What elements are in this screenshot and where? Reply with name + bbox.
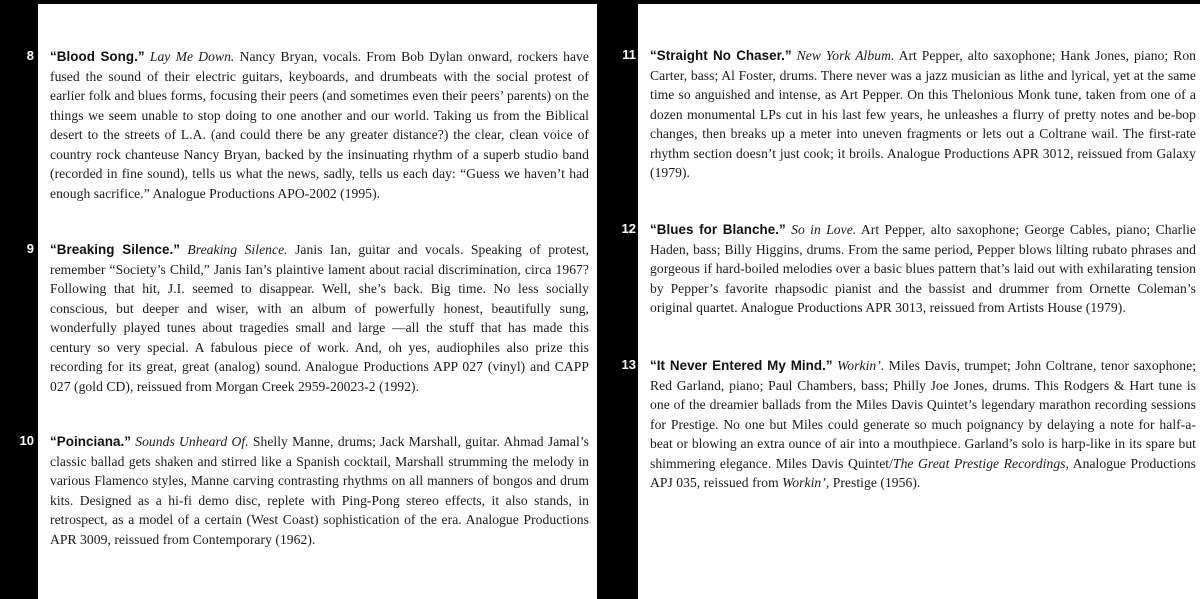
track-text: Shelly Manne, drums; Jack Marshall, guitar. Ahmad Jamal’s classic ballad gets shaken and stirred like a Spanish cocktail, Marshall strumming the melody in various Flamenco styles, Manne carving contrasting rhythms on all manners of bongos and drum kits. Designed as a hi-fi demo disc, replete with Ping-Pong stereo effects, it also stands, in retrospect, as a model of a certain (West Coast) sophistication of the era. Analogue Productions APR 3009, reissued from Contemporary (1962). (50, 434, 589, 547)
track-description (50, 240, 589, 396)
track-text: Analogue Productions APJ 035, reissued from (650, 455, 1196, 490)
album-title: Workin’. (837, 358, 885, 373)
album-title: Workin’ (782, 475, 826, 490)
arrow-marker-icon (42, 436, 49, 448)
track-text: Janis Ian, guitar and vocals. Speaking of protest, remember “Society’s Child,” Janis Ian’s plaintive lament about racial discrimination, circa 1967? Following that hit, J.I. seemed to disappear. Well, she’s back. Big time. No less socially conscious, but deeper and wiser, with an album of powerfully honest, beautifully sung, wonderfully played tunes about tragedies small and large —all the stuff that has made this century so very special. A fabulous piece of work. And, oh yes, audiophiles also prize this recording for its great, great (analog) sound. Analogue Productions APP 027 (vinyl) and CAPP 027 (gold CD), reissued from Morgan Creek 2959-20023-2 (1992). (50, 242, 589, 394)
track-description (650, 220, 1196, 318)
track-number: 12 (621, 221, 636, 236)
track-number: 9 (26, 241, 34, 256)
arrow-marker-icon (42, 51, 49, 63)
track-title: “Breaking Silence.” (50, 242, 180, 257)
track-description (50, 47, 589, 203)
track-description (650, 46, 1196, 183)
track-number: 10 (19, 433, 34, 448)
album-title: So in Love. (791, 222, 857, 237)
album-title: New York Album. (796, 48, 895, 63)
track-title: “Poinciana.” (50, 434, 131, 449)
track-title: “Blues for Blanche.” (650, 222, 786, 237)
track-title: “Blood Song.” (50, 49, 145, 64)
track-title: “It Never Entered My Mind.” (650, 358, 833, 373)
track-text: Miles Davis, trumpet; John Coltrane, tenor saxophone; Red Garland, piano; Paul Chambers, bass; Philly Joe Jones, drums. This Rodgers & Hart tune is one of the dreamier ballads from the Miles Davis Quintet’s legendary marathon recording sessions for Prestige. No one but Miles could generate so much poignancy by delaying a note for half-a-beat or blowing an extra ounce of air into a mouthpiece. Garland’s solo is harp-like in its spare but shimmering elegance. Miles Davis Quintet/ (650, 358, 1197, 471)
track-10 (19, 432, 589, 549)
track-description (50, 432, 589, 549)
track-number: 11 (622, 47, 636, 62)
track-number: 8 (26, 48, 34, 63)
track-text: , Prestige (1956). (825, 475, 921, 490)
track-text: Nancy Bryan, vocals. From Bob Dylan onward, rockers have fused the sound of their electric guitars, keyboards, and drumbeats with the social protest of earlier folk and blues forms, focusing their peers (and sometimes even their peers’ parents) on the things we seem unable to stop doing to one another and our world. Taking us from the Biblical desert to the streets of L.A. (and could there be any greater distance?) the clear, clean voice of country rock chanteuse Nancy Bryan, backed by the insinuating rhythm of a superb studio band (recorded in fine sound), tells us what the news, sadly, tells us each day: “Guess we haven’t had enough sacrifice.” Analogue Productions APO-2002 (1995). (50, 49, 589, 201)
track-title: “Straight No Chaser.” (650, 48, 792, 63)
arrow-marker-icon (642, 360, 649, 372)
track-12 (621, 220, 1196, 318)
arrow-marker-icon (42, 244, 49, 256)
right-page (621, 4, 1200, 599)
left-page (19, 4, 597, 599)
track-number: 13 (621, 357, 636, 372)
track-9 (26, 240, 589, 396)
track-text: Art Pepper, alto saxophone; Hank Jones, piano; Ron Carter, bass; Al Foster, drums. There never was a jazz musician as lithe and lyrical, yet at the same time so anguished and intense, as Art Pepper. On this Thelonious Monk tune, taken from one of a dozen monumental LPs cut in his last few years, he unleashes a flurry of pretty notes and be-bop changes, then breaks up a meter into uneven fragments or lets out a Coltrane wail. The first-rate rhythm section doesn’t just cook; it broils. Analogue Productions APR 3012, reissued from Galaxy (1979). (650, 48, 1197, 180)
album-title: Lay Me Down. (149, 49, 235, 64)
track-11 (622, 46, 1197, 183)
arrow-marker-icon (642, 224, 649, 236)
album-title: The Great Prestige Recordings, (892, 455, 1069, 471)
track-13 (621, 356, 1197, 493)
track-8 (26, 47, 589, 203)
track-text: Art Pepper, alto saxophone; George Cables, piano; Charlie Haden, bass; Billy Higgins, drums. From the same period, Pepper blows lilting rubato phrases and gorgeous if hard-boiled melodies over a basic blues pattern that’s laid out with exhilarating tension by Pepper’s favorite rhapsodic pianist and the bassist and drummer from Ornette Coleman’s original quartet. Analogue Productions APR 3013, reissued from Artists House (1979). (650, 222, 1196, 315)
album-title: Sounds Unheard Of. (135, 434, 249, 449)
track-description (650, 356, 1196, 493)
arrow-marker-icon (642, 50, 649, 62)
album-title: Breaking Silence. (187, 242, 288, 257)
